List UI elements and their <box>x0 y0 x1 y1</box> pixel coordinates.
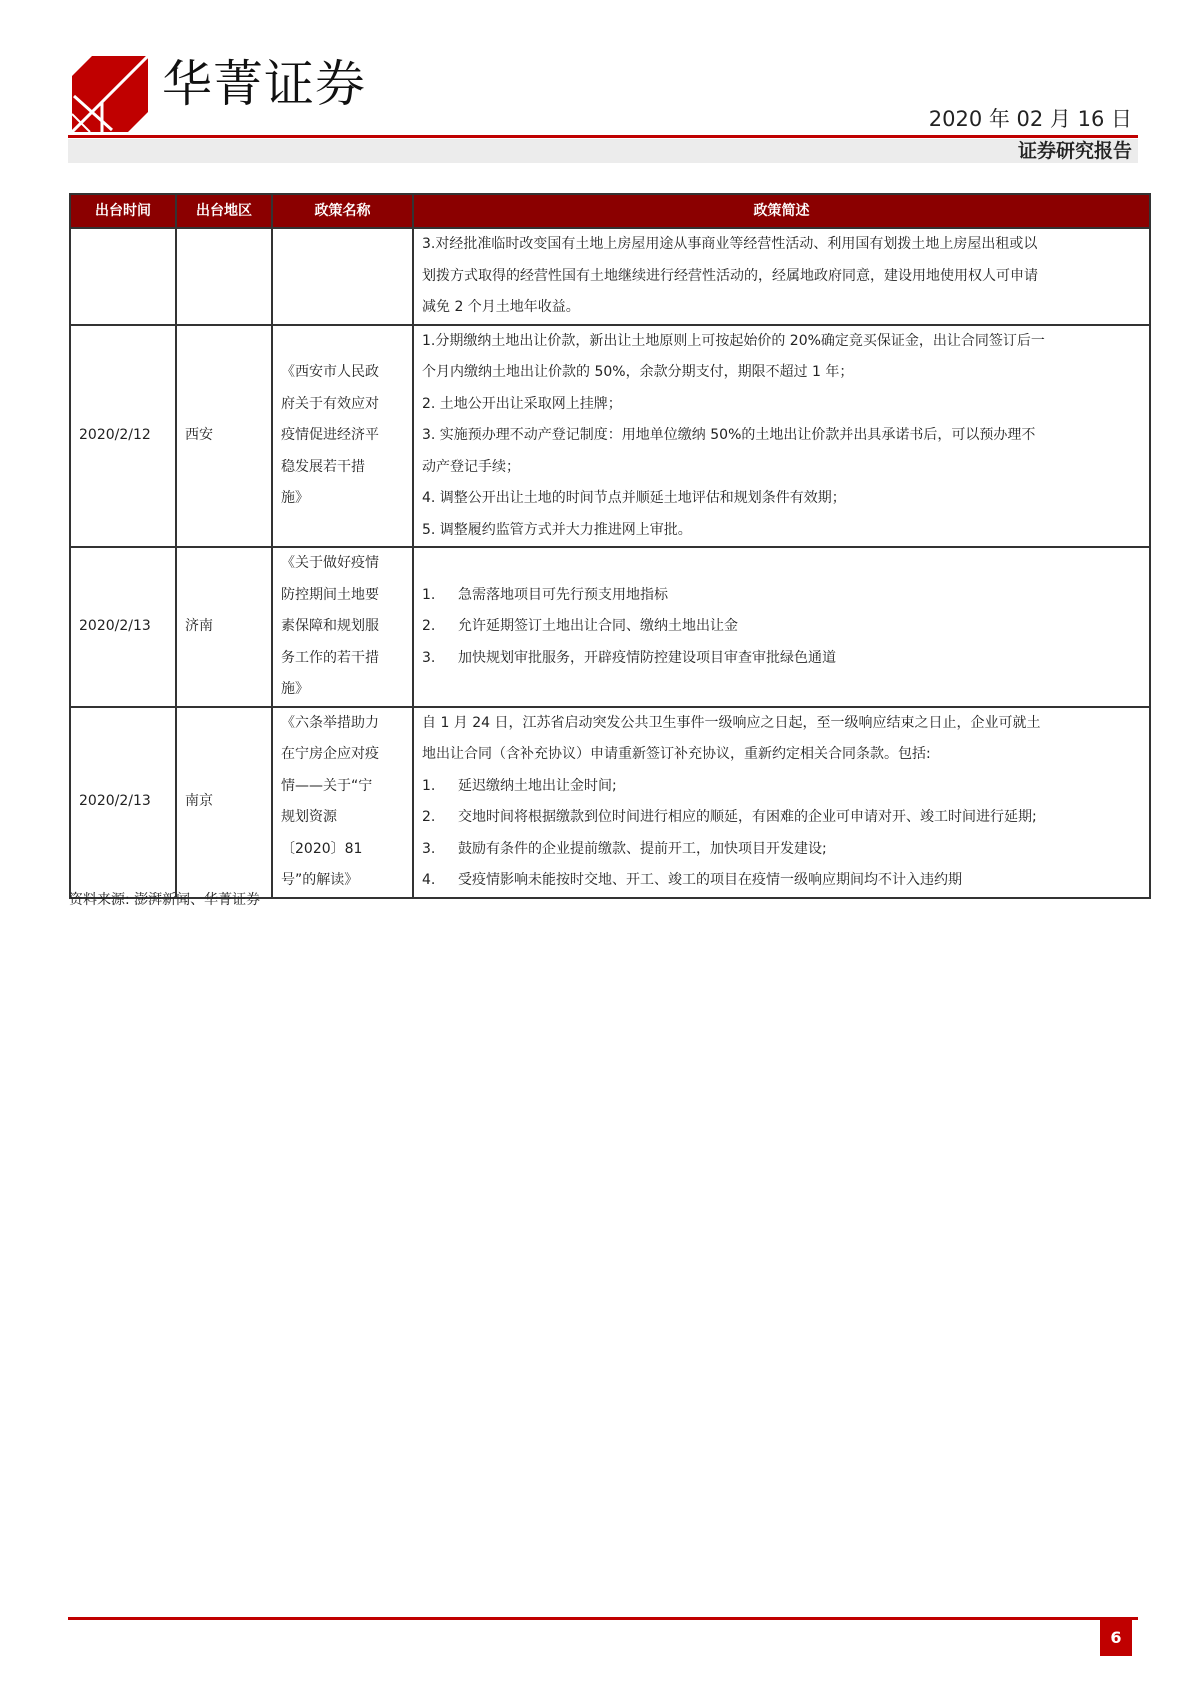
summary-line: 个月内缴纳土地出让价款的 50%，余款分期支付，期限不超过 1 年； <box>422 364 854 380</box>
cell-policy-name <box>272 228 413 325</box>
policy-table <box>69 193 1151 899</box>
policy-name-line: 《六条举措助力 <box>281 714 379 731</box>
policy-name-line: 在宁房企应对疫 <box>281 746 379 762</box>
cell-policy-summary <box>413 228 1150 325</box>
policy-name-line: 疫情促进经济平 <box>281 427 379 443</box>
policy-name-line: 规划资源 <box>281 809 337 825</box>
summary-line: 5. 调整履约监管方式并大力推进网上审批。 <box>422 521 692 538</box>
cell-policy-summary <box>413 707 1150 898</box>
policy-name-line: 情——关于“宁 <box>281 777 373 794</box>
summary-item: 3. 加快规划审批服务，开辟疫情防控建设项目审查审批绿色通道 <box>422 649 836 666</box>
summary-line: 地出让合同（含补充协议）申请重新签订补充协议，重新约定相关合同条款。包括: <box>422 746 931 762</box>
summary-item: 4. 受疫情影响未能按时交地、开工、竣工的项目在疫情一级响应期间均不计入违约期 <box>422 872 962 888</box>
col-header-policy-summary: 政策简述 <box>413 194 1150 228</box>
header-divider <box>68 135 1138 138</box>
summary-line: 划拨方式取得的经营性国有土地继续进行经营性活动的，经属地政府同意，建设用地使用权人可申请 <box>422 267 1038 284</box>
cell-region: 南京 <box>176 707 272 898</box>
policy-name-line: 稳发展若干措 <box>281 458 365 475</box>
policy-name-line: 务工作的若干措 <box>281 649 379 666</box>
header-band <box>68 139 1138 163</box>
policy-name-line: 《关于做好疫情 <box>281 555 379 571</box>
cell-region <box>176 228 272 325</box>
cell-date: 2020/2/13 <box>70 547 176 707</box>
summary-item: 1. 急需落地项目可先行预支用地指标 <box>422 586 668 603</box>
cell-region: 西安 <box>176 325 272 548</box>
table-row <box>70 228 1150 325</box>
cell-policy-summary <box>413 547 1150 707</box>
data-source-note: 资料来源: 澎湃新闻、华菁证券 <box>69 892 261 908</box>
summary-line: 4. 调整公开出让土地的时间节点并顺延土地评估和规划条件有效期； <box>422 490 846 506</box>
summary-line: 3. 实施预办理不动产登记制度：用地单位缴纳 50%的土地出让价款并出具承诺书后，可以预办理不 <box>422 427 1036 443</box>
summary-item: 2. 交地时间将根据缴款到位时间进行相应的顺延，有困难的企业可申请对开、竣工时间进行延期; <box>422 809 1037 825</box>
page-number: 6 <box>1100 1620 1132 1656</box>
policy-name-line: 号”的解读》 <box>281 872 359 888</box>
summary-line: 3.对经批准临时改变国有土地上房屋用途从事商业等经营性活动、利用国有划拨土地上房屋出租或以 <box>422 236 1038 252</box>
table-row <box>70 325 1150 548</box>
summary-item: 3. 鼓励有条件的企业提前缴款、提前开工，加快项目开发建设; <box>422 840 827 857</box>
summary-line: 减免 2 个月土地年收益。 <box>422 299 580 315</box>
policy-name-line: 施》 <box>281 681 309 697</box>
summary-item: 1. 延迟缴纳土地出让金时间; <box>422 777 617 794</box>
report-date: 2020 年 02 月 16 日 <box>928 107 1132 131</box>
cell-date: 2020/2/12 <box>70 325 176 548</box>
col-header-region: 出台地区 <box>176 194 272 228</box>
policy-name-line: 《西安市人民政 <box>281 364 379 380</box>
footer-divider <box>68 1617 1138 1620</box>
cell-date <box>70 228 176 325</box>
policy-name-line: 府关于有效应对 <box>281 395 379 412</box>
summary-line: 1.分期缴纳土地出让价款，新出让土地原则上可按起始价的 20%确定竞买保证金，出让合同签订后一 <box>422 332 1045 349</box>
cell-date: 2020/2/13 <box>70 707 176 898</box>
table-row <box>70 547 1150 707</box>
policy-name-line: 素保障和规划服 <box>281 618 379 634</box>
brand-name: 华菁证券 <box>162 55 366 113</box>
summary-line: 动产登记手续； <box>422 458 520 475</box>
summary-line: 2. 土地公开出让采取网上挂牌； <box>422 395 622 412</box>
cell-policy-name <box>272 707 413 898</box>
col-header-policy-name: 政策名称 <box>272 194 413 228</box>
col-header-date: 出台时间 <box>70 194 176 228</box>
table-header-row <box>70 194 1150 228</box>
cell-region: 济南 <box>176 547 272 707</box>
cell-policy-summary <box>413 325 1150 548</box>
logo-icon <box>72 56 148 132</box>
cell-policy-name <box>272 325 413 548</box>
table-row <box>70 707 1150 898</box>
summary-line: 自 1 月 24 日，江苏省启动突发公共卫生事件一级响应之日起，至一级响应结束之日止，企业可就土 <box>422 714 1041 731</box>
summary-item: 2. 允许延期签订土地出让合同、缴纳土地出让金 <box>422 618 738 634</box>
policy-name-line: 防控期间土地要 <box>281 586 379 603</box>
report-type: 证券研究报告 <box>1017 140 1132 162</box>
cell-policy-name <box>272 547 413 707</box>
policy-name-line: 施》 <box>281 490 309 506</box>
policy-name-line: 〔2020〕81 <box>281 840 363 857</box>
